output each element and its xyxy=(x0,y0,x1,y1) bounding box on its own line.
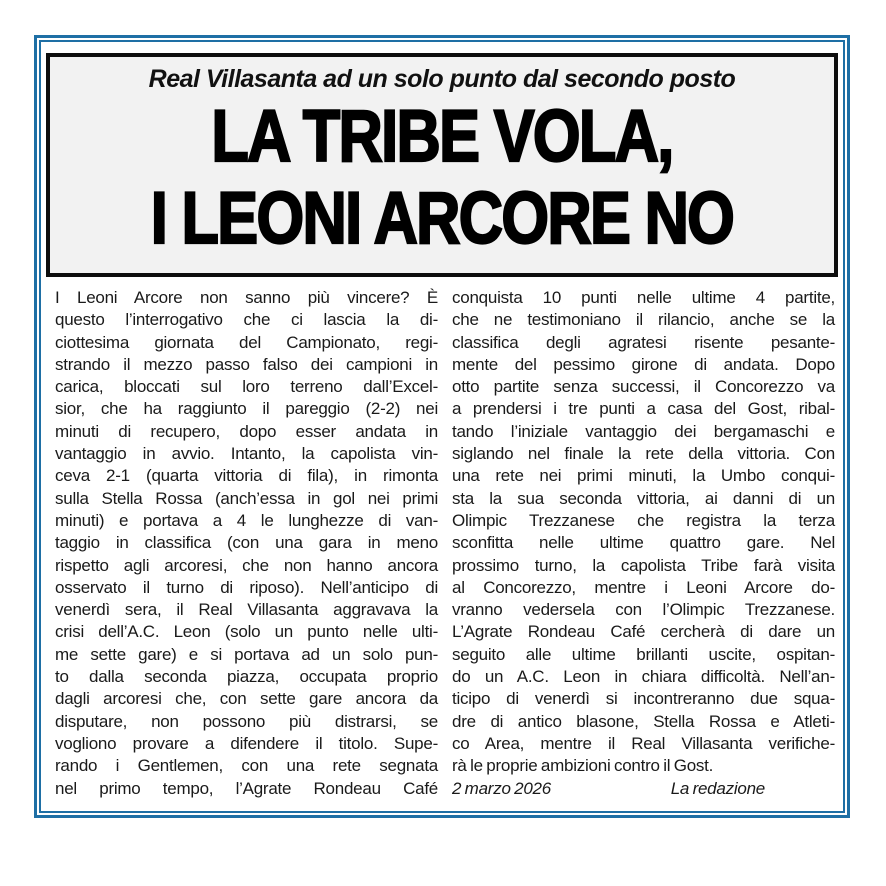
article-text-line: prossimo turno, la capolista Tribe farà visita xyxy=(452,555,835,575)
article-column-right xyxy=(452,287,835,800)
headline-line-2: I LEONI ARCORE NO xyxy=(150,178,734,259)
article-text-line: venerdì sera, il Real Villasanta aggravava la xyxy=(55,600,438,620)
article-text-line: ciottesima giornata del Campionato, regi- xyxy=(55,332,438,352)
article-text-line: disputare, non possono più distrarsi, se xyxy=(55,711,438,731)
article-text-line: ticipo di venerdì si incontreranno due squa- xyxy=(452,689,835,709)
article-text-line: siglando nel finale la rete della vittoria. Con xyxy=(452,444,835,464)
article-text-line: sulla Stella Rossa (anch’essa in gol nei primi xyxy=(55,488,438,508)
article-text-line: me sette gare) e si portava ad un solo pun- xyxy=(55,644,438,664)
article-text-line: mente del pessimo girone di andata. Dopo xyxy=(452,354,835,374)
article-text-line: dre di antico blasone, Stella Rossa e Atleti- xyxy=(452,711,835,731)
article-text-line: strando il mezzo passo falso dei campioni in xyxy=(55,354,438,374)
page-frame-outer xyxy=(34,35,850,818)
article-text-line: una rete nei primi minuti, la Umbo conqui- xyxy=(452,466,835,486)
article-text-line: nel primo tempo, l’Agrate Rondeau Café xyxy=(55,778,438,798)
headline-line-1: LA TRIBE VOLA, xyxy=(211,96,673,177)
article-text-line: ceva 2-1 (quarta vittoria di fila), in rimonta xyxy=(55,466,438,486)
article-text-line: che ne testimoniano il rilancio, anche se la xyxy=(452,310,835,330)
article-text-line: vranno vedersela con l’Olimpic Trezzanese. xyxy=(452,600,835,620)
article-text-line: carica, bloccati sul loro terreno dall’Excel- xyxy=(55,377,438,397)
article-text-line: dagli arcoresi che, con sette gare ancora da xyxy=(55,689,438,709)
article-text-line: seguito alle ultime brillanti uscite, ospitan- xyxy=(452,644,835,664)
article-text-line: otto partite senza successi, il Concorezzo va xyxy=(452,377,835,397)
article-text-line: taggio in classifica (con una gara in meno xyxy=(55,533,438,553)
article-text-line: do un A.C. Leon in chiara difficoltà. Nell’an- xyxy=(452,667,835,687)
article-column-left xyxy=(55,287,438,800)
article-column-right-lines xyxy=(452,287,835,778)
article-text-line: osservato il turno di riposo). Nell’anticipo di xyxy=(55,577,438,597)
article-text-line: co Area, mentre il Real Villasanta verifiche- xyxy=(452,733,835,753)
article-text-line: conquista 10 punti nelle ultime 4 partite, xyxy=(452,288,835,307)
article-text-line: al Concorezzo, mentre i Leoni Arcore do- xyxy=(452,577,835,597)
article-text-line: sior, che ha raggiunto il pareggio (2-2) nei xyxy=(55,399,438,419)
article-text-line: vogliono provare a difendere il titolo. Supe- xyxy=(55,733,438,753)
headline-box xyxy=(46,53,838,277)
article-text-line: rando i Gentlemen, con una rete segnata xyxy=(55,756,438,776)
article-text-line: L’Agrate Rondeau Café cercherà di dare un xyxy=(452,622,835,642)
article-text-line: minuti di recupero, dopo esser andata in xyxy=(55,421,438,441)
article-text-line: minuti) e portava a 4 le lunghezze di van- xyxy=(55,510,438,530)
page-frame-inner xyxy=(39,40,845,813)
article-text-line: a prendersi i tre punti a casa del Gost, ribal- xyxy=(452,399,835,419)
article-text-line: rà le proprie ambizioni contro il Gost. xyxy=(452,756,714,776)
article-text-line: sconfitta nelle ultime quattro gare. Nel xyxy=(452,533,835,553)
article-text-line: tando l’iniziale vantaggio dei bergamaschi e xyxy=(452,421,835,441)
kicker-subtitle: Real Villasanta ad un solo punto dal secondo posto xyxy=(148,65,736,93)
article-text-line: to dalla seconda piazza, occupata proprio xyxy=(55,667,438,687)
article-text-line: vantaggio in avvio. Intanto, la capolista vin- xyxy=(55,444,438,464)
dateline-date: 2 marzo 2026 xyxy=(452,778,551,798)
article-text-line: classifica degli agratesi risente pesante- xyxy=(452,332,835,352)
dateline xyxy=(452,778,835,800)
article-text-line: sta la sua seconda vittoria, ai danni di un xyxy=(452,488,835,508)
article-text-line: questo l’interrogativo che ci lascia la di- xyxy=(55,310,438,330)
article-text-line: Olimpic Trezzanese che registra la terza xyxy=(452,510,835,530)
dateline-byline: La redazione xyxy=(670,778,765,798)
article-text-line: I Leoni Arcore non sanno più vincere? È xyxy=(55,288,438,307)
article-body xyxy=(46,277,838,800)
article-text-line: rispetto agli arcoresi, che non hanno ancora xyxy=(55,555,438,575)
article-text-line: crisi dell’A.C. Leon (solo un punto nelle ulti- xyxy=(55,622,438,642)
